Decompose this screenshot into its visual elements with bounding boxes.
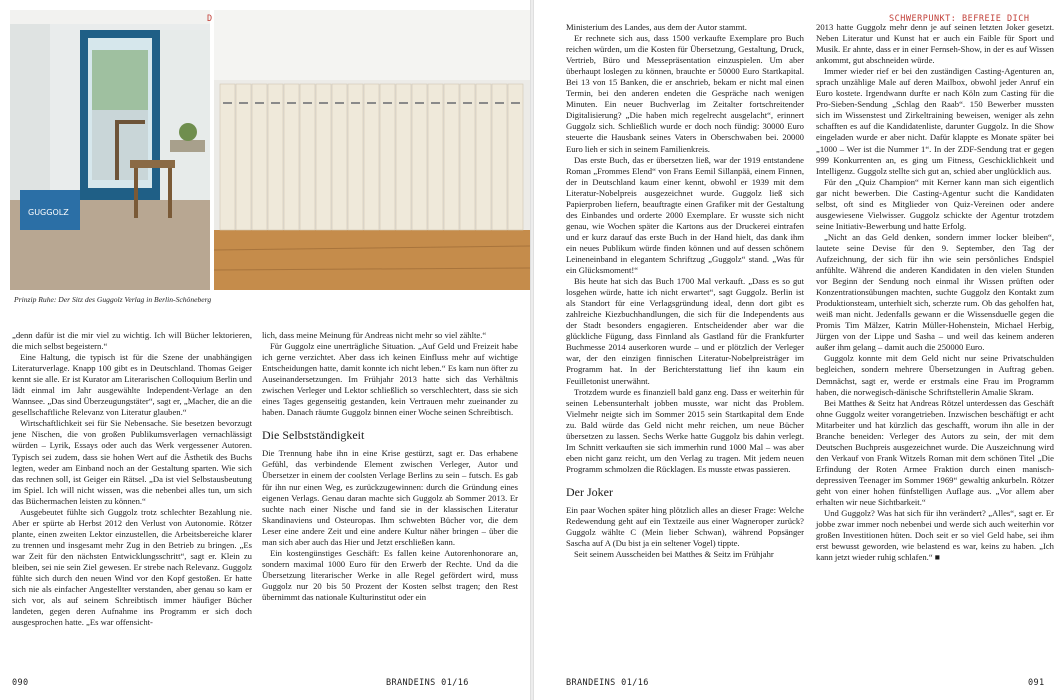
svg-text:GUGGOLZ: GUGGOLZ xyxy=(28,208,69,217)
paragraph: Er rechnete sich aus, dass 1500 verkaufte Exemplare pro Buch reichen würden, um die Kosten für Übersetzung, Gestaltung, Druck, Vertrieb, Büro und Messepräsentation einzuspielen. Um aber überhaupt loslegen zu können, brauchte er 50000 Euro Startkapital. Bei 13 von 15 Banken, die er anschrieb, bekam er nicht mal einen Termin, bei den anderen endeten die Gespräche nach wenigen Minuten. Ein neuer Buchverlag im Zeitalter fortschreitender Digitalisierung? „Die haben mich regelrecht ausgelacht“, erinnert Guggolz sich. Schließlich wurde er doch noch fündig: 30000 Euro steuerte die Hausbank seines Vaters in Oberschwaben bei. 20000 Euro lieh er sich in seinem Familienkreis. xyxy=(566,33,804,154)
section-heading: Der Joker xyxy=(566,484,613,499)
paragraph: Bei Matthes & Seitz hat Andreas Rötzel unterdessen das Geschäft ohne Guggolz weiter vorangetrieben. Inzwischen beschäftigt er acht Mitarbeiter und hat kürzlich das geschafft, worum ihn alle in der Branche beneiden: Verleger des Autors zu sein, der mit dem Deutschen Buchpreis ausgezeichnet wurde. Die Auszeichnung wird den Verkauf von Frank Witzels Roman mit dem schönen Titel „Die Erfindung der Roten Armee Fraktion durch einen manisch-depressiven Teenager im Sommer 1969“ gewaltig ankurbeln. Rötzer geht von einer hohen fünfstelligen Auflage aus. „Vor allem aber erhalten wir neue Sichtbarkeit.“ xyxy=(816,397,1054,508)
door-icon xyxy=(10,10,210,290)
paragraph: Immer wieder rief er bei den zuständigen Casting-Agenturen an, sprach unzählige Male auf deren Mailbox, obwohl jeder Anruf ein Euro kostete. Irgendwann durfte er nach Köln zum Casting für die Pro-Sieben-Sendung „Schlag den Raab“. 150 Bewerber mussten sich im Wissenstest und Zirkeltraining beweisen, weniger als zehn schafften es auf die Kandidatenliste, darunter Guggolz. In die Show eingeladen wurde er aber nicht. Dafür klappte es Monate später bei „1000 – Wer ist die Nummer 1“. In der ZDF-Sendung trat er gegen 999 Konkurrenten an, es ging um Fitness, Geschicklichkeit und Intelligenz. Guggolz stellte sich gut an, schied aber unglücklich aus. xyxy=(816,66,1054,176)
left-page xyxy=(0,0,530,700)
photo-bookshelf xyxy=(214,10,530,290)
paragraph: Ein paar Wochen später hing plötzlich alles an dieser Frage: Welche Redewendung geht auf ein Textzeile aus einer Wagneroper zurück? Guggolz wählte C (Mein lieber Schwan), während Popsänger Sascha auf A (Du bist ja ein seltener Vogel) tippte. xyxy=(566,504,804,549)
paragraph: Ausgebeutet fühlte sich Guggolz trotz schlechter Bezahlung nie. Aber er spürte ab Herbst 2012 den Verlust von Autonomie. Rötzer plante, einen zweiten Lektor einzustellen, die Arbeitsbereiche klarer zu trennen und insgesamt mehr Zug in den Betrieb zu bringen. „Es war Zeit für den nächsten Entwicklungsschritt“, sagt er. Klein zu bleiben, sei nie sein Ziel gewesen. Er strebe nach Relevanz. Guggolz fühlte sich durch den neuen Wind vor den Kopf gestoßen. Er hatte sich nie als einfacher Angestellter verstanden, aber genau so kam er sich vor, als auf seinem Schreibtisch immer häufiger Bücher landeten, gegen deren Aufnahme ins Programm er sich doch ausgesprochen hatte. „Es war offensicht- xyxy=(12,506,252,628)
paragraph: Ministerium des Landes, aus dem der Autor stammt. xyxy=(566,22,747,32)
paragraph: Seit seinem Ausscheiden bei Matthes & Seitz im Frühjahr xyxy=(574,549,774,560)
paragraph: Wirtschaftlichkeit sei für Sie Nebensache. Sie besetzen bevorzugt jene Nischen, die von großen Publikumsverlagen vernachlässigt würden – Lyrik, Essays oder auch das Werk vergessener Autoren. Typisch sei zudem, dass sie hohen Wert auf die Ästhetik des Buchs legten, weder am Einband noch an der Gestaltung sparten. Wie sich das rechnen soll, ist Geiger ein Rätsel. „Da ist viel Selbstausbeutung im Spiel. Ich will nicht wissen, was die nebenbei alles tun, um sich das Büchermachen leisten zu können.“ xyxy=(12,418,252,506)
right-column-2 xyxy=(816,22,1054,563)
page-number-left: 090 xyxy=(12,678,29,688)
paragraph: Ein kostengünstiges Geschäft: Es fallen keine Autorenhonorare an, sondern maximal 1000 Euro für den Erwerb der Rechte. Und da die Übersetzung literarischer Werke in alle Regel gefördert wird, muss Guggolz nur 20 bis 50 Prozent der Kosten selbst tragen; den Rest übernimmt das nationale Kulturinstitut oder ein xyxy=(262,547,518,602)
paragraph: „denn dafür ist die mir viel zu wichtig. Ich will Bücher lektorieren, die mich selbst begeistern.“ xyxy=(12,330,252,352)
photo-caption: Prinzip Ruhe: Der Sitz des Guggolz Verlag in Berlin-Schöneberg xyxy=(14,295,212,304)
right-page xyxy=(534,0,1062,700)
paragraph: Eine Haltung, die typisch ist für die Szene der unabhängigen Literaturverlage. Knapp 100 gibt es in Deutschland. Thomas Geiger kennt sie alle. Er ist Kurator am Literarischen Colloquium Berlin und lädt einmal im Jahr ausgewählte Independent-Verlage an den Wannsee. „Das sind Überzeugungstäter“, sagt er, „Macher, die an die gesellschaftliche Relevanz von Literatur glauben.“ xyxy=(12,352,252,418)
section-kicker-right: SCHWERPUNKT: BEFREIE DICH xyxy=(889,14,1030,24)
paragraph: Trotzdem wurde es finanziell bald ganz eng. Dass er weiterhin für seinen Lebensunterhalt jobben musste, war nicht das Problem. Vielmehr neigte sich im Sommer 2015 sein Startkapital dem Ende zu. Bald würde das Geld nicht mehr reichen, um neue Bücher übersetzen zu lassen. Sechs Werke hatte Guggolz bis dahin verlegt. Im Schnitt verkauften sie sich immerhin rund 1000 Mal – was aber eben nicht ganz reicht, um den Verlag zu tragen. Mit jedem neuen Programm schmolzen die Rücklagen. Es musste etwas passieren. xyxy=(566,386,804,474)
paragraph: „Nicht an das Geld denken, sondern immer locker bleiben“, lautete seine Devise für den 9. September, den Tag der Aufzeichnung, der sich für ihn wie sein persönliches Endspiel anfühlte. Während die anderen Kandidaten in den vielen Stunden vor Beginn der Sendung noch einmal ihr Wissen prüften oder Konzentrationsübungen machten, suchte Guggolz den Kontakt zum Produktionsteam, unterhielt sich, scherzte rum. Ob das geholfen hat, weiß man nicht. Jedenfalls gewann er die Wissensduelle gegen die Promis Tim Mälzer, Katrin Müller-Hohenstein, Michael Herbig, Jürgen von der Lippe und Sasha – und weil das keinem anderen außer ihm gelang – damit auch die 250000 Euro. xyxy=(816,231,1054,353)
right-column-1 xyxy=(566,22,804,560)
paragraph: Die Trennung habe ihn in eine Krise gestürzt, sagt er. Das erhabene Gefühl, das verbindende Element zwischen Verleger, Autor und Übersetzer in einem der coolsten Verlage Berlins zu sein – futsch. Es gab für ihn nur einen Weg, es zurückzugewinnen: durch die Gründung eines eigenen Verlags. Genau daran machte sich Guggolz ab Sommer 2013. Er suchte nach einer Nische und fand sie in der klassischen Literatur Skandinaviens und Osteuropas. Ihm schwebten Bücher vor, die dem Leser eine andere Zeit und eine andere Kultur näher bringen – über die man sich aber auch das Hier und Jetzt erschließen kann. xyxy=(262,448,518,547)
magazine-footer-right: BRANDEINS 01/16 xyxy=(566,678,649,688)
magazine-footer-left: BRANDEINS 01/16 xyxy=(386,678,469,688)
section-kicker-left: D xyxy=(207,14,213,24)
paragraph: lich, dass meine Meinung für Andreas nicht mehr so viel zählte.“ xyxy=(262,330,487,340)
left-column-1 xyxy=(12,330,252,628)
photo-office-door xyxy=(10,10,210,290)
paragraph: Bis heute hat sich das Buch 1700 Mal verkauft. „Dass es so gut losgehen würde, hatte ich nicht erwartet“, sagt Guggolz. Berlin ist als Standort für eine Verlagsgründung ideal, denn dort gibt es zahlreiche Kiezbuchhandlungen, die sich für die Independents aus der Stadt besonders engagieren. Entscheidender aber war die glückliche Fügung, dass Finnland als Gastland für die Frankfurter Buchmesse 2014 auserkoren wurde – und er plötzlich der Verleger war, der den einzigen finnischen Literatur-Nobelpreisträger im Programm hat. In der Berichterstattung lief ihn kaum ein Feuilletonist unerwähnt. xyxy=(566,276,804,386)
paragraph: 2013 hatte Guggolz mehr denn je auf seinen letzten Joker gesetzt. Neben Literatur und Kunst hat er auch ein Faible für Sport und Musik. Er ahnte, dass er in einer Fernseh-Show, in der es auf Wissen ankommt, gut abschneiden würde. xyxy=(816,22,1054,66)
page-number-right: 091 xyxy=(1028,678,1045,688)
paragraph: Guggolz konnte mit dem Geld nicht nur seine Privatschulden begleichen, sondern mehrere Übersetzungen in Auftrag geben. Demnächst, sagt er, werde er erstmals eine Frau im Programm haben, die norwegisch-dänische Schriftstellerin Amalie Skram. xyxy=(816,353,1054,397)
left-column-2 xyxy=(262,330,518,603)
section-heading: Die Selbstständigkeit xyxy=(262,428,365,443)
paragraph: Für Guggolz eine unerträgliche Situation. „Auf Geld und Freizeit habe ich gerne verzichtet. Aber dass ich keinen Einfluss mehr auf wichtige Entscheidungen hatte, damit konnte ich nicht leben.“ Es kam nun öfter zu Auseinandersetzungen. Im Frühjahr 2013 hatte sich das Verhältnis zwischen Verleger und Lektor schließlich so verschlechtert, dass sie sich eines Tages gegenseitig gestanden, kein Vertrauen mehr zueinander zu haben. Danach räumte Guggolz binnen einer Woche seinen Schreibtisch. xyxy=(262,341,518,418)
paragraph: Für den „Quiz Champion“ mit Kerner kann man sich eigentlich gar nicht bewerben. Die Casting-Agentur sucht die Kandidaten selbst, oft sind es Mitglieder von Quiz-Vereinen oder andere ausgewiesene Vielwisser. Guggolz schickte der Agentur trotzdem seine Initiativ-Bewerbung und hatte Erfolg. xyxy=(816,176,1054,231)
books-icon xyxy=(214,10,530,290)
paragraph: Und Guggolz? Was hat sich für ihn verändert? „Alles“, sagt er. Er jobbe zwar immer noch nebenbei und werde sich auch weiterhin vor großen Investitionen hüten. Doch seit er so viel Geld habe, sei ihm erst bewusst geworden, wie belastend es war, keins zu haben. „Ich kann jetzt wieder ruhig schlafen.“ ■ xyxy=(816,508,1054,563)
paragraph: Das erste Buch, das er übersetzen ließ, war der 1919 entstandene Roman „Frommes Elend“ von Frans Eemil Sillanpää, einem Finnen, der in Deutschland kaum einer kennt, obwohl er 1939 mit dem Literatur-Nobelpreis ausgezeichnet wurde. Guggolz ließ sich Papierproben liefern, beauftragte einen Grafiker mit der Gestaltung des Einbandes und orderte 2000 Exemplare. Er wusste sich nicht genau, wie Wochen später die Kartons aus der Druckerei eintrafen und er kurz darauf das erste Buch in der Hand hielt, das dank ihm ein neues Publikum würde finden können und auf dessen schönem Leineneinband in elegantem Schriftzug „Guggolz“ stand. „Was für ein Glücksmoment!“ xyxy=(566,154,804,276)
